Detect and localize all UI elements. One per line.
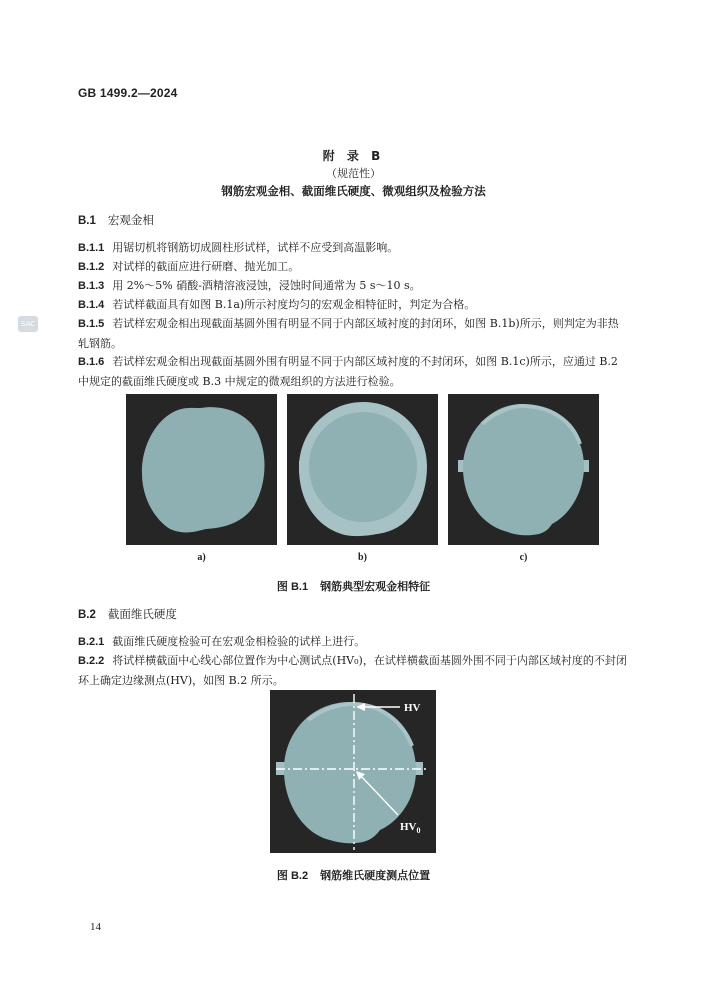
clause-text: 对试样的截面应进行研磨、抛光加工。 xyxy=(112,260,300,273)
figure-number: 图 B.1 xyxy=(276,581,309,593)
clause-number: B.1.3 xyxy=(78,280,105,292)
paragraph-b1-1 xyxy=(78,238,628,258)
clause-text: 若试样截面具有如图 B.1a)所示衬度均匀的宏观金相特征时，判定为合格。 xyxy=(112,298,476,311)
page-number: 14 xyxy=(90,921,101,933)
figure-b2-image xyxy=(270,690,436,853)
figure-title: 钢筋典型宏观金相特征 xyxy=(320,580,431,593)
appendix-title: 附 录 B xyxy=(322,149,385,163)
standard-number: GB 1499.2—2024 xyxy=(78,86,178,100)
hv0-label-subscript: 0 xyxy=(416,826,421,835)
specimen-a xyxy=(142,407,265,532)
section-number: B.1 xyxy=(78,215,96,227)
figure-b1c-label: c) xyxy=(519,552,528,563)
clause-text: 用 2%～5% 硝酸-酒精溶液浸蚀，浸蚀时间通常为 5 s～10 s。 xyxy=(112,279,421,292)
figure-b1-caption xyxy=(0,578,707,594)
figure-b1c-image xyxy=(448,394,599,545)
section-title: 截面维氏硬度 xyxy=(107,607,177,621)
appendix-nature: （规范性） xyxy=(326,167,381,180)
section-number: B.2 xyxy=(78,609,96,621)
specimen-b-core xyxy=(309,412,417,522)
paragraph-b1-5 xyxy=(78,314,628,353)
clause-text: 若试样宏观金相出现截面基圆外围有明显不同于内部区域衬度的封闭环，如图 B.1b)所示，则判定为非热轧钢筋。 xyxy=(78,317,619,350)
clause-number: B.1.4 xyxy=(78,299,105,311)
paragraph-b2-1 xyxy=(78,632,628,652)
sac-logo: SAC xyxy=(18,316,38,332)
clause-text: 截面维氏硬度检验可在宏观金相检验的试样上进行。 xyxy=(112,635,366,648)
figure-b1a-image xyxy=(126,394,277,545)
figure-b1b-label: b) xyxy=(358,552,367,563)
section-b2-heading xyxy=(78,606,177,622)
hv0-label-main: HV xyxy=(400,821,417,833)
clause-number: B.1.1 xyxy=(78,242,105,254)
clause-number: B.1.2 xyxy=(78,261,105,273)
clause-number: B.1.5 xyxy=(78,318,105,330)
paragraph-b1-6 xyxy=(78,352,628,391)
section-b1-heading xyxy=(78,212,154,228)
clause-text: 若试样宏观金相出现截面基圆外围有明显不同于内部区域衬度的不封闭环，如图 B.1c)所示，应通过 B.2 中规定的截面维氏硬度或 B.3 中规定的微观组织的方法进行检验。 xyxy=(78,355,618,388)
paragraph-b1-4 xyxy=(78,295,628,315)
paragraph-b2-2 xyxy=(78,651,628,690)
figure-number: 图 B.2 xyxy=(276,870,309,882)
figure-b2-caption xyxy=(0,867,707,883)
clause-number: B.2.2 xyxy=(78,655,105,667)
appendix-subtitle: 钢筋宏观金相、截面维氏硬度、微观组织及检验方法 xyxy=(221,184,486,198)
clause-number: B.2.1 xyxy=(78,636,105,648)
figure-b1b-image xyxy=(287,394,438,545)
paragraph-b1-2 xyxy=(78,257,628,277)
clause-text: 将试样横截面中心线心部位置作为中心测试点(HV₀)，在试样横截面基圆外围不同于内部区域衬度的不封闭环上确定边缘测点(HV)，如图 B.2 所示。 xyxy=(78,654,627,687)
figure-b1a-label: a) xyxy=(197,552,206,563)
section-title: 宏观金相 xyxy=(107,213,154,227)
paragraph-b1-3 xyxy=(78,276,628,296)
clause-number: B.1.6 xyxy=(78,356,105,368)
clause-text: 用锯切机将钢筋切成圆柱形试样，试样不应受到高温影响。 xyxy=(112,241,399,254)
figure-title: 钢筋维氏硬度测点位置 xyxy=(320,869,431,882)
hv-label: HV xyxy=(404,702,421,714)
